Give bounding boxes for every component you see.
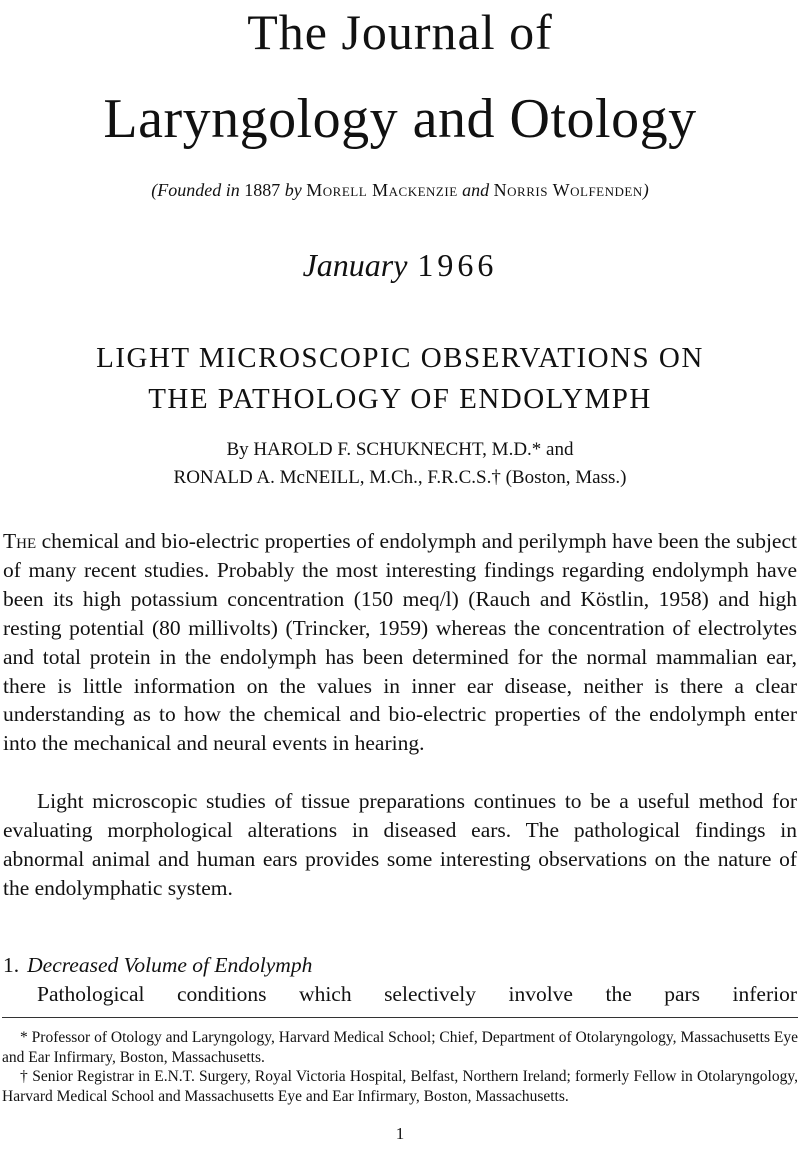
founded-note <box>0 178 800 202</box>
paragraph-3: Pathological conditions which selectively involve the pars inferior <box>37 982 797 1006</box>
issue-month: January <box>302 247 408 283</box>
footnote-2 <box>2 1067 798 1106</box>
section-number: 1. <box>3 953 20 977</box>
footnote-divider <box>2 1017 798 1018</box>
founded-year: 1887 <box>244 180 281 200</box>
founded-by: by <box>280 180 307 200</box>
authors-line1: By HAROLD F. SCHUKNECHT, M.D.* and <box>226 439 574 460</box>
section-heading-1 <box>3 951 312 979</box>
footnote-2-text: † Senior Registrar in E.N.T. Surgery, Royal Victoria Hospital, Belfast, Northern Ireland; formerly Fellow in Otolaryngology, Harvard Medical School and Massachusetts Eye and Ear Infirmary, Boston, Massachusetts. <box>2 1068 798 1105</box>
section-title: Decreased Volume of Endolymph <box>27 953 313 977</box>
paragraph-2-text: Light microscopic studies of tissue preparations continues to be a useful method for evaluating morphological alterations in diseased ears. The pathological findings in abnormal animal and human ears provides some interesting observations on the nature of the endolymphatic system. <box>3 789 797 900</box>
page-number: 1 <box>395 1124 405 1143</box>
paragraph-1 <box>3 527 797 758</box>
founder-2: Norris Wolfenden <box>493 180 643 200</box>
paragraph-2 <box>3 787 797 903</box>
paragraph-1-text: chemical and bio-electric properties of endolymph and perilymph have been the subject of many recent studies. Probably the most interesting findings regarding endolymph have been its high potassium concentration (150 meq/l) (Rauch and Köstlin, 1958) and high resting potential (80 millivolts) (Trincker, 1959) whereas the concentration of electrolytes and total protein in the endolymph has been determined for the normal mammalian ear, there is little information on the values in inner ear disease, neither is there a clear understanding as to how the chemical and bio-electric properties of the endolymph enter into the mechanical and neural events in hearing. <box>3 529 797 756</box>
issue-year: 1966 <box>417 247 498 283</box>
founded-close: ) <box>642 180 649 200</box>
founded-open: (Founded in <box>151 180 245 200</box>
article-title-line2: THE PATHOLOGY OF ENDOLYMPH <box>148 383 652 415</box>
issue-date <box>0 245 800 285</box>
footnote-1-text: * Professor of Otology and Laryngology, Harvard Medical School; Chief, Department of Otolaryngology, Massachusetts Eye and Ear Infirmary, Boston, Massachusetts. <box>2 1029 798 1066</box>
journal-title-line2: Laryngology and Otology <box>103 88 697 150</box>
article-title-line1: LIGHT MICROSCOPIC OBSERVATIONS ON <box>96 342 704 374</box>
paragraph-1-lead: The <box>3 529 37 553</box>
journal-title-line1: The Journal of <box>247 4 553 60</box>
founder-1: Morell Mackenzie <box>306 180 458 200</box>
footnote-1 <box>2 1028 798 1067</box>
founded-and: and <box>457 180 494 200</box>
authors-line2: RONALD A. McNEILL, M.Ch., F.R.C.S.† (Boston, Mass.) <box>173 467 627 488</box>
